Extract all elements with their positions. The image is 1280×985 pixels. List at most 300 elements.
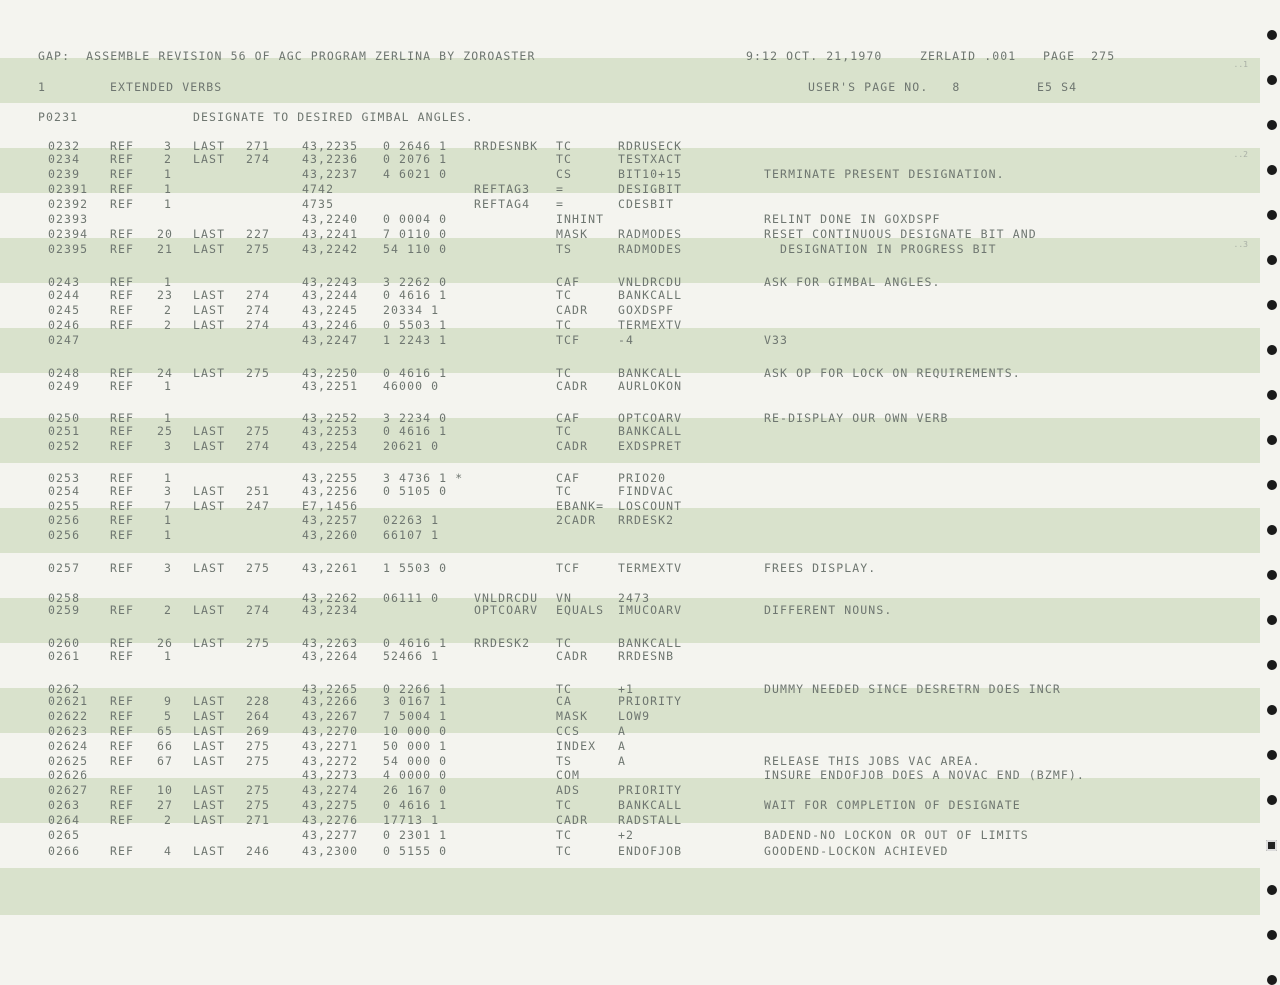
opcode: EQUALS	[556, 603, 605, 617]
last-word: LAST	[193, 499, 226, 513]
octal-code: 26 167 0	[383, 783, 448, 797]
octal-code: 17713 1	[383, 813, 440, 827]
ref-count: 3	[164, 139, 173, 153]
octal-code: 1 2243 1	[383, 333, 448, 347]
ref-word: REF	[110, 754, 135, 768]
last-word: LAST	[193, 709, 226, 723]
feed-hole	[1267, 300, 1277, 310]
tag-label: VNLDRCDU	[474, 591, 539, 605]
ref-count: 27	[157, 798, 174, 812]
address: 43,2276	[302, 813, 359, 827]
octal-code: 0 2646 1	[383, 139, 448, 153]
comment: DIFFERENT NOUNS.	[764, 603, 893, 617]
last-page: 275	[246, 636, 271, 650]
ref-count: 2	[164, 318, 173, 332]
octal-code: 0 5155 0	[383, 844, 448, 858]
last-page: 274	[246, 318, 271, 332]
ref-word: REF	[110, 411, 135, 425]
tag-label: REFTAG4	[474, 197, 531, 211]
address: 43,2263	[302, 636, 359, 650]
ref-count: 1	[164, 649, 173, 663]
ref-word: REF	[110, 844, 135, 858]
last-page: 274	[246, 439, 271, 453]
comment: ASK OP FOR LOCK ON REQUIREMENTS.	[764, 366, 1021, 380]
ref-word: REF	[110, 783, 135, 797]
operand: ENDOFJOB	[618, 844, 683, 858]
octal-code: 3 2234 0	[383, 411, 448, 425]
location: 0262	[48, 682, 81, 696]
procedure-title: DESIGNATE TO DESIRED GIMBAL ANGLES.	[193, 110, 474, 124]
operand: RDRUSECK	[618, 139, 683, 153]
last-page: 264	[246, 709, 271, 723]
last-page: 275	[246, 739, 271, 753]
last-word: LAST	[193, 844, 226, 858]
last-page: 275	[246, 366, 271, 380]
operand: TERMEXTV	[618, 318, 683, 332]
location: 0258	[48, 591, 81, 605]
feed-hole	[1267, 165, 1277, 175]
location: 02391	[48, 182, 89, 196]
feed-hole	[1267, 660, 1277, 670]
ref-word: REF	[110, 379, 135, 393]
ref-word: REF	[110, 197, 135, 211]
ref-count: 1	[164, 167, 173, 181]
operand: +1	[618, 682, 635, 696]
operand: 2473	[618, 591, 651, 605]
last-page: 274	[246, 603, 271, 617]
last-page: 275	[246, 242, 271, 256]
octal-code: 46000 0	[383, 379, 440, 393]
location: 0243	[48, 275, 81, 289]
address: 43,2253	[302, 424, 359, 438]
ref-word: REF	[110, 139, 135, 153]
feed-hole	[1267, 570, 1277, 580]
last-page: 247	[246, 499, 271, 513]
ref-count: 21	[157, 242, 174, 256]
feed-hole	[1267, 30, 1277, 40]
comment: RELINT DONE IN GOXDSPF	[764, 212, 941, 226]
comment: DESIGNATION IN PROGRESS BIT	[764, 242, 997, 256]
comment: WAIT FOR COMPLETION OF DESIGNATE	[764, 798, 1021, 812]
location: 0253	[48, 471, 81, 485]
operand: LOSCOUNT	[618, 499, 683, 513]
octal-code: 4 6021 0	[383, 167, 448, 181]
location: 0263	[48, 798, 81, 812]
address: 43,2234	[302, 603, 359, 617]
opcode: CAF	[556, 411, 581, 425]
opcode: INDEX	[556, 739, 597, 753]
opcode: CAF	[556, 275, 581, 289]
ref-count: 26	[157, 636, 174, 650]
tag-label: REFTAG3	[474, 182, 531, 196]
ref-count: 66	[157, 739, 174, 753]
ref-count: 1	[164, 275, 173, 289]
address: 43,2251	[302, 379, 359, 393]
opcode: TCF	[556, 561, 581, 575]
feed-hole	[1267, 975, 1277, 985]
ref-count: 1	[164, 379, 173, 393]
address: 43,2272	[302, 754, 359, 768]
opcode: =	[556, 182, 565, 196]
opcode: EBANK=	[556, 499, 605, 513]
ref-count: 3	[164, 484, 173, 498]
operand: OPTCOARV	[618, 411, 683, 425]
operand: IMUCOARV	[618, 603, 683, 617]
octal-code: 02263 1	[383, 513, 440, 527]
ref-count: 2	[164, 813, 173, 827]
ref-count: 1	[164, 411, 173, 425]
ref-count: 2	[164, 303, 173, 317]
octal-code: 20621 0	[383, 439, 440, 453]
octal-code: 4 0000 0	[383, 768, 448, 782]
octal-code: 0 4616 1	[383, 366, 448, 380]
opcode: TC	[556, 636, 573, 650]
comment: DUMMY NEEDED SINCE DESRETRN DOES INCR	[764, 682, 1061, 696]
operand: AURLOKON	[618, 379, 683, 393]
operand: A	[618, 724, 627, 738]
ref-count: 23	[157, 288, 174, 302]
feed-hole	[1267, 525, 1277, 535]
opcode: CADR	[556, 379, 589, 393]
feed-hole	[1267, 480, 1277, 490]
feed-hole	[1267, 255, 1277, 265]
opcode: ADS	[556, 783, 581, 797]
feed-hole	[1267, 120, 1277, 130]
octal-code: 0 5105 0	[383, 484, 448, 498]
ref-count: 1	[164, 528, 173, 542]
opcode: INHINT	[556, 212, 605, 226]
opcode: TC	[556, 152, 573, 166]
octal-code: 0 0004 0	[383, 212, 448, 226]
ref-word: REF	[110, 366, 135, 380]
octal-code: 0 2076 1	[383, 152, 448, 166]
operand: TERMEXTV	[618, 561, 683, 575]
last-word: LAST	[193, 227, 226, 241]
feed-hole	[1267, 390, 1277, 400]
octal-code: 0 4616 1	[383, 798, 448, 812]
last-word: LAST	[193, 724, 226, 738]
octal-code: 3 2262 0	[383, 275, 448, 289]
opcode: TC	[556, 318, 573, 332]
address: 43,2271	[302, 739, 359, 753]
octal-code: 66107 1	[383, 528, 440, 542]
address: 43,2274	[302, 783, 359, 797]
octal-code: 50 000 1	[383, 739, 448, 753]
section-code: E5 S4	[1037, 80, 1078, 94]
last-page: 271	[246, 813, 271, 827]
last-word: LAST	[193, 484, 226, 498]
operand: A	[618, 739, 627, 753]
section-title: EXTENDED VERBS	[110, 80, 223, 94]
ref-count: 67	[157, 754, 174, 768]
location: 02394	[48, 227, 89, 241]
location: 0254	[48, 484, 81, 498]
octal-code: 0 4616 1	[383, 424, 448, 438]
octal-code: 3 0167 1	[383, 694, 448, 708]
comment: ASK FOR GIMBAL ANGLES.	[764, 275, 941, 289]
last-word: LAST	[193, 813, 226, 827]
ref-count: 10	[157, 783, 174, 797]
ref-count: 65	[157, 724, 174, 738]
feed-hole	[1267, 885, 1277, 895]
opcode: VN	[556, 591, 573, 605]
octal-code: 0 2301 1	[383, 828, 448, 842]
address: 43,2265	[302, 682, 359, 696]
last-word: LAST	[193, 242, 226, 256]
page-number: PAGE 275	[1043, 49, 1116, 63]
address: 43,2240	[302, 212, 359, 226]
location: 02392	[48, 197, 89, 211]
last-word: LAST	[193, 636, 226, 650]
ref-count: 1	[164, 471, 173, 485]
location: 02626	[48, 768, 89, 782]
last-word: LAST	[193, 798, 226, 812]
location: 02621	[48, 694, 89, 708]
ref-word: REF	[110, 528, 135, 542]
last-page: 251	[246, 484, 271, 498]
octal-code: 0 2266 1	[383, 682, 448, 696]
opcode: TC	[556, 424, 573, 438]
location: 0249	[48, 379, 81, 393]
octal-code: 10 000 0	[383, 724, 448, 738]
comment: TERMINATE PRESENT DESIGNATION.	[764, 167, 1005, 181]
opcode: MASK	[556, 709, 589, 723]
feed-hole	[1266, 840, 1277, 851]
comment: RESET CONTINUOUS DESIGNATE BIT AND	[764, 227, 1037, 241]
address: 43,2273	[302, 768, 359, 782]
ref-count: 3	[164, 561, 173, 575]
feed-hole	[1267, 615, 1277, 625]
last-page: 228	[246, 694, 271, 708]
address: 43,2241	[302, 227, 359, 241]
ref-count: 9	[164, 694, 173, 708]
users-page: USER'S PAGE NO. 8	[808, 80, 961, 94]
ref-count: 5	[164, 709, 173, 723]
location: 0247	[48, 333, 81, 347]
ref-word: REF	[110, 649, 135, 663]
location: 0266	[48, 844, 81, 858]
last-word: LAST	[193, 303, 226, 317]
tag-label: RRDESNBK	[474, 139, 539, 153]
location: 0250	[48, 411, 81, 425]
opcode: TC	[556, 828, 573, 842]
operand: RRDESK2	[618, 513, 675, 527]
ref-word: REF	[110, 303, 135, 317]
location: 0265	[48, 828, 81, 842]
address: 43,2255	[302, 471, 359, 485]
ref-count: 1	[164, 182, 173, 196]
feed-hole	[1267, 705, 1277, 715]
ref-count: 24	[157, 366, 174, 380]
address: 43,2250	[302, 366, 359, 380]
octal-code: 7 5004 1	[383, 709, 448, 723]
operand: -4	[618, 333, 635, 347]
ref-word: REF	[110, 439, 135, 453]
ref-word: REF	[110, 603, 135, 617]
tractor-feed-holes	[1264, 0, 1280, 955]
ref-word: REF	[110, 724, 135, 738]
comment: BADEND-NO LOCKON OR OUT OF LIMITS	[764, 828, 1029, 842]
operand: A	[618, 754, 627, 768]
address: 43,2257	[302, 513, 359, 527]
feed-hole	[1267, 750, 1277, 760]
opcode: TC	[556, 484, 573, 498]
address: 43,2235	[302, 139, 359, 153]
last-word: LAST	[193, 152, 226, 166]
location: 0256	[48, 528, 81, 542]
opcode: CCS	[556, 724, 581, 738]
ref-word: REF	[110, 798, 135, 812]
last-word: LAST	[193, 439, 226, 453]
feed-hole	[1267, 75, 1277, 85]
address: 43,2242	[302, 242, 359, 256]
address: 43,2245	[302, 303, 359, 317]
last-word: LAST	[193, 739, 226, 753]
column-marker: 1	[38, 80, 47, 94]
location: 02395	[48, 242, 89, 256]
feed-hole	[1267, 435, 1277, 445]
ref-word: REF	[110, 694, 135, 708]
last-word: LAST	[193, 318, 226, 332]
operand: CDESBIT	[618, 197, 675, 211]
last-word: LAST	[193, 366, 226, 380]
last-word: LAST	[193, 139, 226, 153]
last-word: LAST	[193, 603, 226, 617]
location: 0252	[48, 439, 81, 453]
octal-code: 7 0110 0	[383, 227, 448, 241]
feed-hole	[1267, 345, 1277, 355]
address: 4735	[302, 197, 335, 211]
opcode: TC	[556, 288, 573, 302]
procedure-tag: P0231	[38, 110, 79, 124]
ref-word: REF	[110, 636, 135, 650]
opcode: TS	[556, 242, 573, 256]
comment: V33	[764, 333, 789, 347]
ref-word: REF	[110, 227, 135, 241]
opcode: CADR	[556, 439, 589, 453]
last-word: LAST	[193, 754, 226, 768]
operand: RADMODES	[618, 227, 683, 241]
ref-word: REF	[110, 288, 135, 302]
opcode: TC	[556, 798, 573, 812]
address: 43,2270	[302, 724, 359, 738]
address: 43,2247	[302, 333, 359, 347]
ref-word: REF	[110, 513, 135, 527]
location: 0264	[48, 813, 81, 827]
ref-count: 4	[164, 844, 173, 858]
opcode: CS	[556, 167, 573, 181]
opcode: MASK	[556, 227, 589, 241]
operand: BANKCALL	[618, 424, 683, 438]
address: 43,2243	[302, 275, 359, 289]
operand: BANKCALL	[618, 636, 683, 650]
location: 0260	[48, 636, 81, 650]
operand: TESTXACT	[618, 152, 683, 166]
last-word: LAST	[193, 561, 226, 575]
tag-label: RRDESK2	[474, 636, 531, 650]
opcode: TS	[556, 754, 573, 768]
address: 43,2275	[302, 798, 359, 812]
comment: INSURE ENDOFJOB DOES A NOVAC END (BZMF).	[764, 768, 1085, 782]
operand: RADMODES	[618, 242, 683, 256]
operand: EXDSPRET	[618, 439, 683, 453]
listing-id: ZERLAID .001	[920, 49, 1017, 63]
opcode: CA	[556, 694, 573, 708]
ref-word: REF	[110, 318, 135, 332]
listing-title: GAP: ASSEMBLE REVISION 56 OF AGC PROGRAM ZERLINA BY ZOROASTER	[38, 49, 536, 63]
margin-mark: ..1	[1233, 60, 1248, 69]
octal-code: 3 4736 1 *	[383, 471, 464, 485]
last-word: LAST	[193, 694, 226, 708]
operand: RADSTALL	[618, 813, 683, 827]
address: 43,2244	[302, 288, 359, 302]
operand: BANKCALL	[618, 798, 683, 812]
ref-word: REF	[110, 561, 135, 575]
operand: FINDVAC	[618, 484, 675, 498]
opcode: TC	[556, 682, 573, 696]
address: 43,2256	[302, 484, 359, 498]
location: 0255	[48, 499, 81, 513]
ref-count: 20	[157, 227, 174, 241]
last-page: 274	[246, 152, 271, 166]
opcode: 2CADR	[556, 513, 597, 527]
ref-word: REF	[110, 471, 135, 485]
ref-count: 2	[164, 152, 173, 166]
opcode: TC	[556, 366, 573, 380]
ref-count: 1	[164, 197, 173, 211]
address: 43,2264	[302, 649, 359, 663]
octal-code: 0 5503 1	[383, 318, 448, 332]
address: 43,2236	[302, 152, 359, 166]
operand: PRIO20	[618, 471, 667, 485]
location: 0232	[48, 139, 81, 153]
ref-word: REF	[110, 152, 135, 166]
operand: LOW9	[618, 709, 651, 723]
last-page: 274	[246, 288, 271, 302]
octal-code: 20334 1	[383, 303, 440, 317]
ref-count: 2	[164, 603, 173, 617]
location: 02393	[48, 212, 89, 226]
ref-word: REF	[110, 709, 135, 723]
last-page: 274	[246, 303, 271, 317]
operand: BANKCALL	[618, 288, 683, 302]
location: 0261	[48, 649, 81, 663]
address: 43,2252	[302, 411, 359, 425]
location: 0246	[48, 318, 81, 332]
octal-code: 1 5503 0	[383, 561, 448, 575]
last-word: LAST	[193, 424, 226, 438]
ref-count: 3	[164, 439, 173, 453]
operand: BIT10+15	[618, 167, 683, 181]
address: 4742	[302, 182, 335, 196]
comment: RE-DISPLAY OUR OWN VERB	[764, 411, 949, 425]
octal-code: 54 110 0	[383, 242, 448, 256]
operand: DESIGBIT	[618, 182, 683, 196]
opcode: CADR	[556, 813, 589, 827]
operand: +2	[618, 828, 635, 842]
ref-word: REF	[110, 499, 135, 513]
opcode: TCF	[556, 333, 581, 347]
operand: BANKCALL	[618, 366, 683, 380]
ref-word: REF	[110, 813, 135, 827]
location: 0251	[48, 424, 81, 438]
location: 0257	[48, 561, 81, 575]
last-page: 246	[246, 844, 271, 858]
last-page: 275	[246, 754, 271, 768]
opcode: CADR	[556, 649, 589, 663]
location: 0234	[48, 152, 81, 166]
opcode: TC	[556, 844, 573, 858]
